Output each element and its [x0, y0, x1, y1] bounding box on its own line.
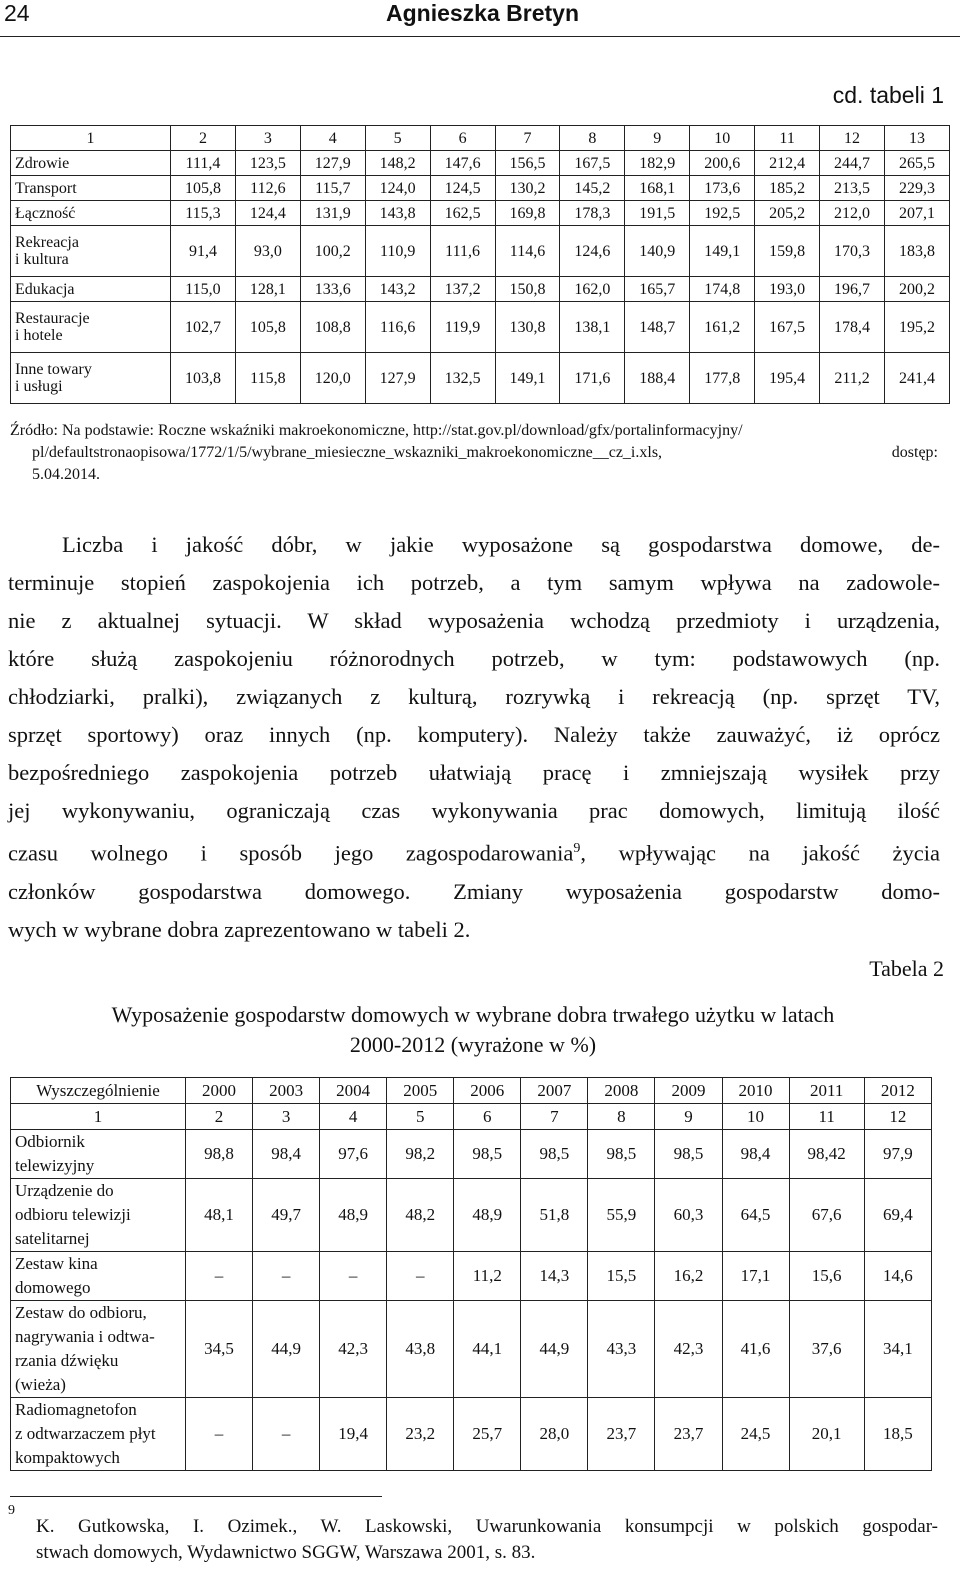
row-label-line: rzania dźwięku — [15, 1351, 119, 1370]
table-cell: 137,2 — [430, 277, 495, 302]
table-cell: 98,8 — [186, 1130, 253, 1179]
table-cell: 15,6 — [789, 1252, 864, 1301]
table-cell: 165,7 — [625, 277, 690, 302]
table-row — [11, 1301, 932, 1398]
table-cell: 130,8 — [495, 302, 560, 353]
row-label-line: kompaktowych — [15, 1448, 120, 1467]
row-label-line: Rekreacja — [15, 234, 79, 251]
row-label-line: Radiomagnetofon — [15, 1400, 137, 1419]
table-cell: 128,1 — [235, 277, 300, 302]
paragraph-line: członków gospodarstwa domowego. Zmiany wyposażenia gospodarstw domo- — [8, 878, 940, 904]
table-cell: 145,2 — [560, 176, 625, 201]
paragraph-text: , wpływając na jakość życia — [580, 840, 940, 866]
table-cell: 265,5 — [884, 151, 949, 176]
table-row — [11, 201, 950, 226]
column-header: 2009 — [655, 1078, 722, 1104]
table-cell: 18,5 — [864, 1398, 931, 1471]
table-row — [11, 302, 950, 353]
table-cell: 98,5 — [588, 1130, 655, 1179]
table-cell: 120,0 — [300, 353, 365, 404]
table-cell: 43,3 — [588, 1301, 655, 1398]
row-label-line: Odbiornik — [15, 1132, 85, 1151]
table-cell: 42,3 — [655, 1301, 722, 1398]
table-cell: 159,8 — [755, 226, 820, 277]
table-cell: 42,3 — [320, 1301, 387, 1398]
table-cell: 111,4 — [171, 151, 236, 176]
row-label — [11, 1398, 186, 1471]
paragraph-line: sprzęt sportowy) oraz innych (np. komputery). Należy także zauważyć, iż oprócz — [8, 722, 940, 747]
table-cell: 17,1 — [722, 1252, 789, 1301]
table-cell: 185,2 — [755, 176, 820, 201]
table-cell: 14,6 — [864, 1252, 931, 1301]
table-cell: 15,5 — [588, 1252, 655, 1301]
table-cell: 124,0 — [365, 176, 430, 201]
table-cell: 98,5 — [521, 1130, 588, 1179]
footnote-reference[interactable]: 9 — [573, 841, 581, 856]
table-cell: 133,6 — [300, 277, 365, 302]
table-cell: – — [320, 1252, 387, 1301]
row-label-line: Restauracje — [15, 310, 90, 327]
footnote-line: stwach domowych, Wydawnictwo SGGW, Warszawa 2001, s. 83. — [36, 1542, 536, 1563]
table-cell: 178,3 — [560, 201, 625, 226]
table-row — [11, 176, 950, 201]
table-cell: 98,5 — [655, 1130, 722, 1179]
paragraph-text: czasu wolnego i sposób jego zagospodarowania — [8, 840, 574, 866]
column-number: 4 — [320, 1104, 387, 1130]
table-cell: 48,9 — [320, 1179, 387, 1252]
table-cell: 98,4 — [253, 1130, 320, 1179]
column-header: 2003 — [253, 1078, 320, 1104]
table-cell: 143,8 — [365, 201, 430, 226]
table-cell: 115,7 — [300, 176, 365, 201]
row-label — [11, 302, 171, 353]
table-cell: 149,1 — [690, 226, 755, 277]
table-cell: 98,5 — [454, 1130, 521, 1179]
table-cell: 192,5 — [690, 201, 755, 226]
table-cell: 25,7 — [454, 1398, 521, 1471]
column-header: 2008 — [588, 1078, 655, 1104]
table-cell: 44,9 — [521, 1301, 588, 1398]
column-header: 2004 — [320, 1078, 387, 1104]
column-number: 8 — [560, 126, 625, 151]
table-cell: 110,9 — [365, 226, 430, 277]
body-paragraph — [8, 526, 940, 949]
column-number: 11 — [789, 1104, 864, 1130]
table-cell: 195,2 — [884, 302, 949, 353]
row-label-line: i usługi — [15, 378, 63, 395]
table-cell: 188,4 — [625, 353, 690, 404]
table-cell: 167,5 — [560, 151, 625, 176]
table-2-title-line: 2000-2012 (wyrażone w %) — [349, 1032, 597, 1057]
table-cell: 174,8 — [690, 277, 755, 302]
table-row — [11, 151, 950, 176]
column-number: 6 — [430, 126, 495, 151]
table-cell: 124,5 — [430, 176, 495, 201]
table-cell: 23,7 — [588, 1398, 655, 1471]
table-1-source — [10, 420, 944, 486]
table-row — [11, 1398, 932, 1471]
paragraph-line: jej wykonywaniu, ograniczają czas wykonywania prac domowych, limitują ilość — [8, 798, 940, 823]
paragraph-line: chłodziarki, pralki), związanych z kulturą, rozrywką i rekreacją (np. sprzęt TV, — [8, 684, 940, 709]
page-header — [0, 0, 960, 37]
table-cell: 171,6 — [560, 353, 625, 404]
table-cell: 150,8 — [495, 277, 560, 302]
row-label — [11, 1301, 186, 1398]
row-label-line: i hotele — [15, 327, 63, 344]
table-cell: 169,8 — [495, 201, 560, 226]
paragraph-line: Liczba i jakość dóbr, w jakie wyposażone są gospodarstwa domowe, de- — [62, 532, 940, 557]
column-number-row — [11, 1104, 932, 1130]
table-cell: – — [186, 1252, 253, 1301]
table-cell: 11,2 — [454, 1252, 521, 1301]
table-cell: 111,6 — [430, 226, 495, 277]
table-cell: 14,3 — [521, 1252, 588, 1301]
table-row — [11, 226, 950, 277]
table-cell: 148,2 — [365, 151, 430, 176]
row-label — [11, 277, 171, 302]
table-1-continued — [10, 125, 950, 404]
table-cell: 48,1 — [186, 1179, 253, 1252]
column-number: 3 — [253, 1104, 320, 1130]
column-header: 2010 — [722, 1078, 789, 1104]
table-cell: 115,8 — [235, 353, 300, 404]
table-cell: 241,4 — [884, 353, 949, 404]
paragraph-line: terminuje stopień zaspokojenia ich potrzeb, a tym samym wpływa na zadowole- — [8, 570, 940, 595]
table-cell: 130,2 — [495, 176, 560, 201]
table-cell: 211,2 — [820, 353, 885, 404]
table-cell: 131,9 — [300, 201, 365, 226]
table-cell: 149,1 — [495, 353, 560, 404]
table-cell: 156,5 — [495, 151, 560, 176]
column-number: 8 — [588, 1104, 655, 1130]
table-cell: 195,4 — [755, 353, 820, 404]
table-cell: 100,2 — [300, 226, 365, 277]
table-cell: 162,0 — [560, 277, 625, 302]
table-cell: 229,3 — [884, 176, 949, 201]
row-label — [11, 151, 171, 176]
footnote-line: K. Gutkowska, I. Ozimek., W. Laskowski, Uwarunkowania konsumpcji w polskich gospodar- — [36, 1516, 938, 1537]
table-continuation-label: cd. tabeli 1 — [832, 82, 944, 108]
column-number: 12 — [820, 126, 885, 151]
table-cell: 105,8 — [171, 176, 236, 201]
table-cell: 48,2 — [387, 1179, 454, 1252]
column-header: 2007 — [521, 1078, 588, 1104]
table-cell: – — [253, 1398, 320, 1471]
table-2-label: Tabela 2 — [869, 956, 944, 981]
row-label — [11, 201, 171, 226]
table-cell: 183,8 — [884, 226, 949, 277]
row-label-line: Zestaw do odbioru, — [15, 1303, 147, 1322]
table-cell: 28,0 — [521, 1398, 588, 1471]
table-cell: 178,4 — [820, 302, 885, 353]
table-row — [11, 1179, 932, 1252]
table-cell: 182,9 — [625, 151, 690, 176]
table-cell: 114,6 — [495, 226, 560, 277]
table-cell: – — [253, 1252, 320, 1301]
source-line — [10, 442, 944, 464]
row-label-line: Edukacja — [15, 280, 75, 298]
table-cell: 108,8 — [300, 302, 365, 353]
table-cell: 119,9 — [430, 302, 495, 353]
table-cell: – — [186, 1398, 253, 1471]
table-cell: 213,5 — [820, 176, 885, 201]
table-cell: 124,6 — [560, 226, 625, 277]
table-cell: 23,7 — [655, 1398, 722, 1471]
column-number-row — [11, 126, 950, 151]
row-label-line: satelitarnej — [15, 1229, 90, 1248]
column-number: 10 — [690, 126, 755, 151]
table-cell: 138,1 — [560, 302, 625, 353]
table-cell: 212,0 — [820, 201, 885, 226]
column-number: 11 — [755, 126, 820, 151]
table-cell: 23,2 — [387, 1398, 454, 1471]
table-cell: 43,8 — [387, 1301, 454, 1398]
table-cell: 193,0 — [755, 277, 820, 302]
column-number: 1 — [11, 1104, 186, 1130]
table-cell: 191,5 — [625, 201, 690, 226]
page-number: 24 — [4, 0, 30, 26]
table-2 — [10, 1077, 932, 1471]
table-cell: 177,8 — [690, 353, 755, 404]
table-cell: 167,5 — [755, 302, 820, 353]
column-number: 12 — [864, 1104, 931, 1130]
row-label-line: Inne towary — [15, 361, 92, 378]
table-cell: 93,0 — [235, 226, 300, 277]
column-number: 1 — [11, 126, 171, 151]
source-line: Źródło: Na podstawie: Roczne wskaźniki makroekonomiczne, http://stat.gov.pl/download/gfx/portalinformacyjny/ — [10, 422, 743, 439]
table-cell: 34,1 — [864, 1301, 931, 1398]
row-label-line: (wieża) — [15, 1375, 66, 1394]
table-cell: 48,9 — [454, 1179, 521, 1252]
table-cell: 173,6 — [690, 176, 755, 201]
paragraph-line — [8, 830, 940, 873]
table-cell: 124,4 — [235, 201, 300, 226]
column-number: 9 — [655, 1104, 722, 1130]
row-label — [11, 1252, 186, 1301]
table-cell: 97,6 — [320, 1130, 387, 1179]
paragraph-line: nie z aktualnej sytuacji. W skład wyposażenia wchodzą przedmioty i urządzenia, — [8, 608, 940, 633]
column-header: 2006 — [454, 1078, 521, 1104]
column-number: 5 — [365, 126, 430, 151]
table-cell: 127,9 — [300, 151, 365, 176]
paragraph-line: bezpośredniego zaspokojenia potrzeb ułatwiają pracę i zmniejszają wysiłek przy — [8, 760, 940, 785]
table-cell: 41,6 — [722, 1301, 789, 1398]
row-label — [11, 226, 171, 277]
column-number: 3 — [235, 126, 300, 151]
footnote-text — [36, 1514, 938, 1566]
table-cell: 200,6 — [690, 151, 755, 176]
paragraph-line: wych w wybrane dobra zaprezentowano w tabeli 2. — [8, 916, 471, 942]
table-cell: 105,8 — [235, 302, 300, 353]
table-cell: 37,6 — [789, 1301, 864, 1398]
table-cell: 123,5 — [235, 151, 300, 176]
row-label — [11, 176, 171, 201]
column-number: 7 — [495, 126, 560, 151]
table-cell: 64,5 — [722, 1179, 789, 1252]
table-cell: 49,7 — [253, 1179, 320, 1252]
running-author: Agnieszka Bretyn — [386, 0, 580, 26]
footnote-separator — [10, 1496, 382, 1497]
row-label-line: Transport — [15, 179, 77, 197]
table-cell: 91,4 — [171, 226, 236, 277]
table-cell: 143,2 — [365, 277, 430, 302]
table-cell: 34,5 — [186, 1301, 253, 1398]
column-header: 2000 — [186, 1078, 253, 1104]
table-cell: 24,5 — [722, 1398, 789, 1471]
table-cell: 161,2 — [690, 302, 755, 353]
row-label-line: Zestaw kina — [15, 1254, 98, 1273]
column-number: 2 — [171, 126, 236, 151]
column-number: 13 — [884, 126, 949, 151]
column-header: 2011 — [789, 1078, 864, 1104]
table-cell: 103,8 — [171, 353, 236, 404]
table-cell: 196,7 — [820, 277, 885, 302]
row-label-line: domowego — [15, 1278, 91, 1297]
column-number: 10 — [722, 1104, 789, 1130]
table-cell: 148,7 — [625, 302, 690, 353]
table-cell: 51,8 — [521, 1179, 588, 1252]
row-label-line: telewizyjny — [15, 1156, 95, 1175]
table-cell: 16,2 — [655, 1252, 722, 1301]
header-row — [11, 1078, 932, 1104]
column-header: 2005 — [387, 1078, 454, 1104]
source-url: pl/defaultstronaopisowa/1772/1/5/wybrane_miesieczne_wskazniki_makroekonomiczne__cz_i.xls, — [32, 444, 663, 461]
row-label-line: odbioru telewizji — [15, 1205, 131, 1224]
table-cell: 205,2 — [755, 201, 820, 226]
table-cell: 112,6 — [235, 176, 300, 201]
table-cell: 60,3 — [655, 1179, 722, 1252]
column-number: 9 — [625, 126, 690, 151]
table-cell: 212,4 — [755, 151, 820, 176]
table-cell: 98,42 — [789, 1130, 864, 1179]
column-number: 6 — [454, 1104, 521, 1130]
table-cell: 20,1 — [789, 1398, 864, 1471]
paragraph-line: które służą zaspokojeniu różnorodnych potrzeb, w tym: podstawowych (np. — [8, 646, 940, 671]
row-label-line: Zdrowie — [15, 154, 70, 172]
table-cell: 116,6 — [365, 302, 430, 353]
source-access: dostęp: — [891, 444, 938, 461]
column-header: 2012 — [864, 1078, 931, 1104]
table-cell: 44,9 — [253, 1301, 320, 1398]
column-number: 4 — [300, 126, 365, 151]
column-header: Wyszczególnienie — [11, 1078, 186, 1104]
table-cell: 115,0 — [171, 277, 236, 302]
table-cell: 162,5 — [430, 201, 495, 226]
column-number: 2 — [186, 1104, 253, 1130]
table-cell: 127,9 — [365, 353, 430, 404]
table-cell: 98,4 — [722, 1130, 789, 1179]
table-cell: 115,3 — [171, 201, 236, 226]
table-cell: 207,1 — [884, 201, 949, 226]
table-cell: 67,6 — [789, 1179, 864, 1252]
table-2-title-line: Wyposażenie gospodarstw domowych w wybrane dobra trwałego użytku w latach — [111, 1002, 835, 1027]
row-label-line: z odtwarzaczem płyt — [15, 1424, 156, 1443]
row-label — [11, 1179, 186, 1252]
column-number: 7 — [521, 1104, 588, 1130]
row-label-line: Urządzenie do — [15, 1181, 114, 1200]
table-cell: 55,9 — [588, 1179, 655, 1252]
table-cell: 132,5 — [430, 353, 495, 404]
source-date: 5.04.2014. — [32, 466, 100, 483]
table-row — [11, 1130, 932, 1179]
column-number: 5 — [387, 1104, 454, 1130]
table-row — [11, 353, 950, 404]
table-cell: 147,6 — [430, 151, 495, 176]
table-cell: 102,7 — [171, 302, 236, 353]
table-row — [11, 277, 950, 302]
table-row — [11, 1252, 932, 1301]
table-cell: 98,2 — [387, 1130, 454, 1179]
table-cell: 97,9 — [864, 1130, 931, 1179]
footnote-number: 9 — [8, 1503, 15, 1518]
table-2-title — [0, 1000, 946, 1060]
table-cell: – — [387, 1252, 454, 1301]
table-cell: 44,1 — [454, 1301, 521, 1398]
table-cell: 69,4 — [864, 1179, 931, 1252]
table-cell: 168,1 — [625, 176, 690, 201]
table-cell: 244,7 — [820, 151, 885, 176]
table-cell: 200,2 — [884, 277, 949, 302]
table-cell: 170,3 — [820, 226, 885, 277]
row-label-line: Łączność — [15, 204, 76, 222]
row-label-line: nagrywania i odtwa- — [15, 1327, 155, 1346]
row-label — [11, 353, 171, 404]
row-label — [11, 1130, 186, 1179]
row-label-line: i kultura — [15, 251, 69, 268]
table-cell: 19,4 — [320, 1398, 387, 1471]
table-cell: 140,9 — [625, 226, 690, 277]
